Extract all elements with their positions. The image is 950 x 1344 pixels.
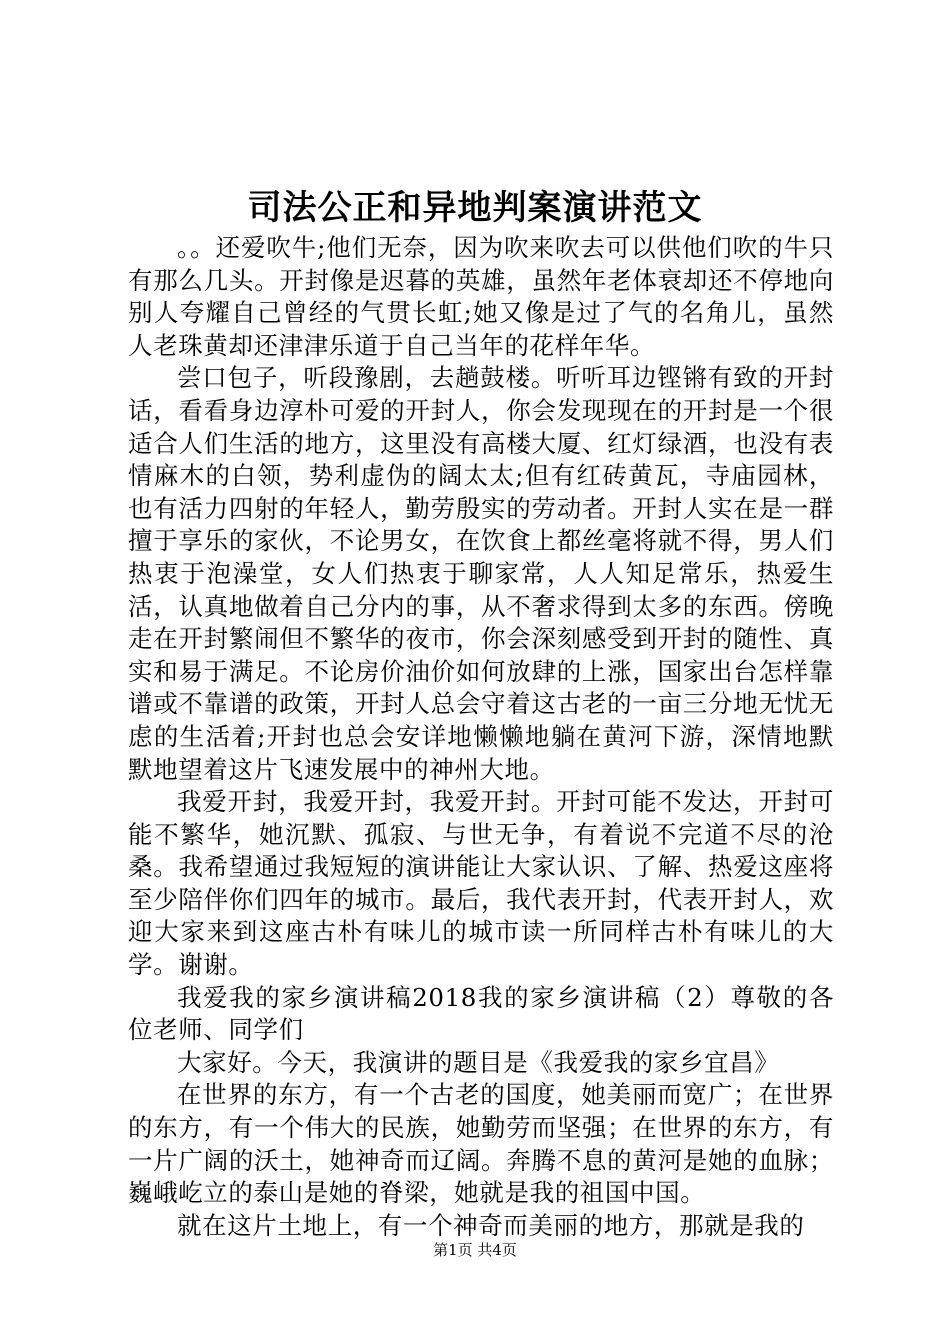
paragraph-6: 在世界的东方，有一个古老的国度，她美丽而宽广；在世界的东方，有一个伟大的民族，她勤劳而坚强；在世界的东方，有一片广阔的沃土，她神奇而辽阔。奔腾不息的黄河是她的血脉；巍峨屹立的泰山是她的脊梁，她就是我的祖国中国。 <box>128 1080 834 1208</box>
paragraph-1: 。。还爱吹牛;他们无奈，因为吹来吹去可以供他们吹的牛只有那么几头。开封像是迟暮的英雄，虽然年老体衰却还不停地向别人夸耀自己曾经的气贯长虹;她又像是过了气的名角儿，虽然人老珠黄却还津津乐道于自己当年的花样年华。 <box>128 233 834 360</box>
paragraph-3: 我爱开封，我爱开封，我爱开封。开封可能不发达，开封可能不繁华，她沉默、孤寂、与世无争，有着说不完道不尽的沧桑。我希望通过我短短的演讲能让大家认识、了解、热爱这座将至少陪伴你们四年的城市。最后，我代表开封，代表开封人，欢迎大家来到这座古朴有味儿的城市读一所同样古朴有味儿的大学。谢谢。 <box>128 787 834 980</box>
paragraph-5: 大家好。今天，我演讲的题目是《我爱我的家乡宜昌》 <box>177 1047 780 1077</box>
paragraph-4: 我爱我的家乡演讲稿2018我的家乡演讲稿（2）尊敬的各位老师、同学们 <box>128 982 834 1045</box>
paragraph-2: 尝口包子，听段豫剧，去趟鼓楼。听听耳边铿锵有致的开封话，看看身边淳朴可爱的开封人，你会发现现在的开封是一个很适合人们生活的地方，这里没有高楼大厦、红灯绿酒，也没有表情麻木的白领，势利虚伪的阔太太;但有红砖黄瓦，寺庙园林，也有活力四射的年轻人，勤劳殷实的劳动者。开封人实在是一群擅于享乐的家伙，不论男女，在饮食上都丝毫将就不得，男人们热衷于泡澡堂，女人们热衷于聊家常，人人知足常乐，热爱生活，认真地做着自己分内的事，从不奢求得到太多的东西。傍晚走在开封繁闹但不繁华的夜市，你会深刻感受到开封的随性、真实和易于满足。不论房价油价如何放肆的上涨，国家出台怎样靠谱或不靠谱的政策，开封人总会守着这古老的一亩三分地无忧无虑的生活着;开封也总会安详地懒懒地躺在黄河下游，深情地默默地望着这片飞速发展中的神州大地。 <box>128 363 834 784</box>
page-number-footer: 第1页 共4页 <box>433 1241 517 1259</box>
document-body <box>128 232 834 1242</box>
document-title: 司法公正和异地判案演讲范文 <box>247 188 703 228</box>
paragraph-7: 就在这片土地上，有一个神奇而美丽的地方，那就是我的 <box>177 1210 805 1240</box>
